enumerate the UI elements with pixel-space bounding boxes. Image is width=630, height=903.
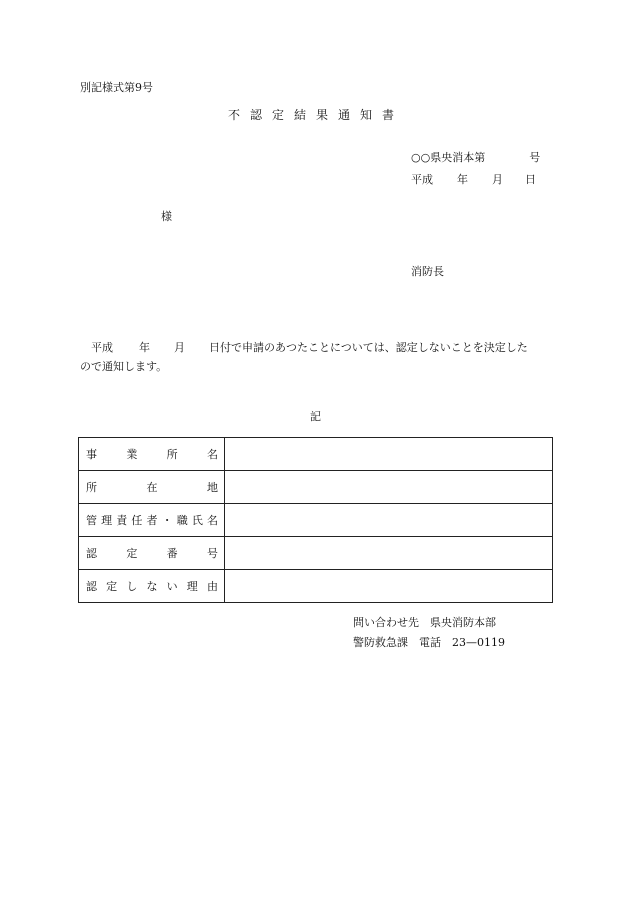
row-label-char: 理 — [186, 580, 198, 593]
row-label-char: 所 — [166, 448, 178, 461]
contact-organization: 県央消防本部 — [430, 616, 496, 629]
date-day-unit: 日 — [525, 173, 536, 186]
row-label-char: 認 — [86, 580, 97, 593]
row-label-char: 任 — [131, 514, 143, 527]
ki-heading: 記 — [310, 410, 321, 423]
row-label-char: 番 — [166, 547, 178, 560]
row-label-char: し — [126, 580, 138, 593]
row-label-char: 名 — [206, 448, 218, 461]
row-label-char: 事 — [86, 448, 97, 461]
row-label-char: 氏 — [191, 514, 203, 527]
row-label-text — [86, 446, 218, 462]
row-label-text — [86, 578, 218, 594]
body-main-text: 日付で申請のあつたことについては、認定しないことを決定した — [209, 341, 528, 354]
form-number: 別記様式第9号 — [80, 81, 153, 94]
contact-phone-label: 電話 — [419, 636, 441, 649]
row-label-char: 責 — [116, 514, 128, 527]
row-label-char: 所 — [86, 481, 97, 494]
row-label-char: 定 — [106, 580, 118, 593]
date-era: 平成 — [411, 173, 433, 186]
issue-date — [411, 173, 536, 187]
contact-division: 警防救急課 — [353, 636, 408, 649]
row-label-char: 在 — [146, 481, 158, 494]
table-row — [79, 504, 553, 537]
row-label-char: な — [146, 580, 158, 593]
body-year-unit: 年 — [139, 341, 150, 354]
row-value-field[interactable] — [225, 570, 553, 603]
row-label — [79, 504, 225, 537]
row-label-text — [86, 512, 218, 528]
contact-label: 問い合わせ先 — [353, 616, 419, 629]
row-label — [79, 537, 225, 570]
contact-line-2 — [353, 636, 505, 650]
row-label-char: 認 — [86, 547, 97, 560]
row-label-char: 理 — [101, 514, 113, 527]
table-row — [79, 537, 553, 570]
reference-prefix: ○○県央消本第 — [411, 151, 486, 164]
reference-number — [411, 151, 540, 165]
row-label-char: 業 — [126, 448, 138, 461]
table-row — [79, 570, 553, 603]
row-label-char: い — [166, 580, 178, 593]
date-month-unit: 月 — [492, 173, 503, 186]
issuer-title: 消防長 — [411, 265, 444, 278]
row-label — [79, 471, 225, 504]
row-label-char: 由 — [206, 580, 218, 593]
row-label-char: 者 — [146, 514, 158, 527]
date-year-unit: 年 — [457, 173, 468, 186]
row-label-char: 職 — [176, 514, 188, 527]
row-label-char: 号 — [206, 547, 218, 560]
notice-body-line-1 — [80, 338, 558, 357]
table-row — [79, 438, 553, 471]
row-label-char: 管 — [86, 514, 97, 527]
row-label-char: 名 — [207, 514, 218, 527]
row-label-char: 定 — [126, 547, 138, 560]
addressee-suffix: 様 — [161, 210, 172, 223]
body-month-unit: 月 — [174, 341, 185, 354]
contact-line-1 — [353, 616, 496, 630]
contact-phone: 23—0119 — [452, 636, 505, 649]
body-era: 平成 — [91, 341, 113, 354]
row-value-field[interactable] — [225, 504, 553, 537]
reference-suffix: 号 — [529, 151, 541, 164]
row-label-text — [86, 479, 218, 495]
row-label-text — [86, 545, 218, 561]
table-row — [79, 471, 553, 504]
row-label-char: ・ — [161, 514, 173, 527]
row-label-char: 地 — [207, 481, 218, 494]
details-table — [78, 437, 553, 603]
notice-body-line-2: ので通知します。 — [80, 360, 168, 373]
row-value-field[interactable] — [225, 537, 553, 570]
document-title: 不認定結果通知書 — [228, 108, 405, 122]
row-label — [79, 438, 225, 471]
row-value-field[interactable] — [225, 471, 553, 504]
notice-body — [80, 338, 558, 376]
row-value-field[interactable] — [225, 438, 553, 471]
row-label — [79, 570, 225, 603]
